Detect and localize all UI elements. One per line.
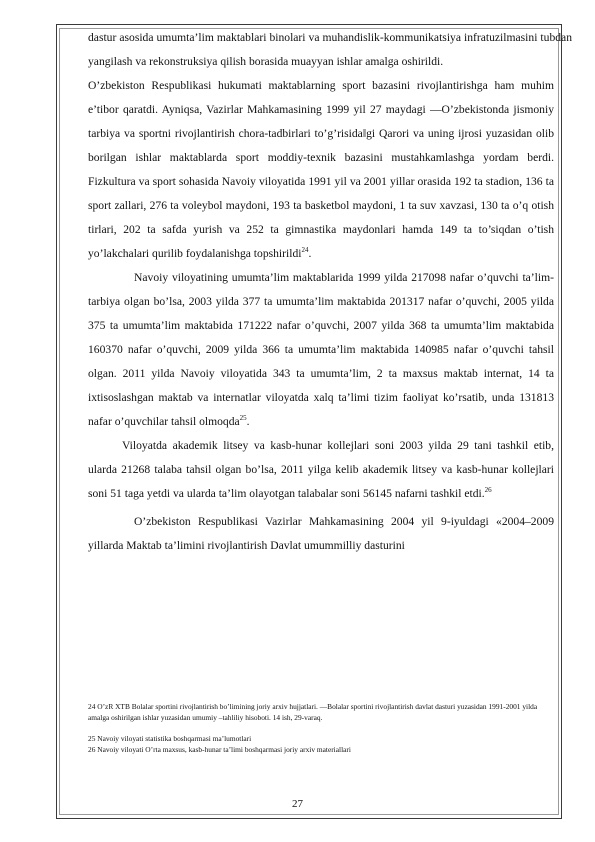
footnote-24: 24 O’zR XTB Bolalar sportini rivojlantirish bo’limining joriy arxiv hujjatlari. ―Bolalar sportini rivojlantirish davlat dasturi yuzasidan 1991-2001 yilda amalga oshirilgan ishlar yuzasidan umumiy –tahliliy hisoboti. 14 ish, 29-varaq. (88, 702, 538, 722)
paragraph-3: Navoiy viloyatining umumta’lim maktablarida 1999 yilda 217098 nafar o’quvchi ta’lim-tarbiya olgan bo’lsa, 2003 yilda 377 ta umumta’lim maktabida 201317 nafar o’quvchi, 2005 yilda 375 ta umumta’lim maktabida 171222 nafar o’quvchi, 2007 yilda 368 ta umumta’lim maktabida 160370 nafar o’quvchi, 2009 yilda 366 ta umumta’lim maktabida 140985 nafar o’quvchi tahsil olgan. 2011 yilda Navoiy viloyatida 343 ta umumta’lim, 2 ta maxsus maktab internat, 14 ta ixtisoslashgan maktab va internatlar viloyatda xalq ta’limi tizim faoliyat ko’rsatib, unda 131813 nafar o’quvchilar tahsil olmoqda$^{25}$. (88, 271, 554, 428)
footnote-ref-26: 26 (484, 486, 492, 495)
footnote-26: 26 Navoiy viloyati O’rta maxsus, kasb-hunar ta’limi boshqarmasi joriy arxiv materiallari (88, 744, 351, 754)
footnote-25: 25 Navoiy viloyati statistika boshqarmasi ma’lumotlari (88, 734, 252, 743)
paragraph-4 (88, 434, 554, 506)
page-number: 27 (292, 798, 303, 810)
paragraph-4-text: Viloyatda akademik litsey va kasb-hunar kollejlari soni 2003 yilda 29 tani tashkil etib, ularda 21268 talaba tahsil olgan bo’lsa, 2011 yilga kelib akademik litsey va kasb-hunar kollejlari soni 51 taga yetdi va ularda ta’lim olayotgan talabalar soni 56145 nafarni tashkil etdi. (88, 439, 554, 500)
paragraph-5-text: O’zbekiston Respublikasi Vazirlar Mahkamasining 2004 yil 9-iyuldagi «2004–2009 yillarda Maktab ta’limini rivojlantirish Davlat umummilliy dasturini (88, 515, 554, 552)
footnote-ref-24: 24 (301, 246, 309, 255)
paragraph-1 (88, 26, 572, 74)
paragraph-2: O’zbekiston Respublikasi hukumati maktablarning sport bazasini rivojlantirishga ham muhim e’tibor qaratdi. Ayniqsa, Vazirlar Mahkamasining 1999 yil 27 maydagi ―O’zbekistonda jismoniy tarbiya va sportni rivojlantirish chora-tadbirlari to’g’risida‖gi Qarori va uning ijrosi yuzasidan olib borilgan ishlar maktablarda sport moddiy-texnik bazasini mustahkamlashga yordam berdi. Fizkultura va sport sohasida Navoiy viloyatida 1991 yil va 2001 yillar orasida 192 ta stadion, 136 ta sport zallari, 276 ta voleybol maydoni, 193 ta basketbol maydoni, 1 ta suv xavzasi, 130 ta o’q otish tirlari, 202 ta safda yurish va 252 ta gimnastika maydonlari hamda 149 ta to’siqdan o’tish yo’lakchalari qurilib foydalanishga topshirildi$^{24}$. (88, 79, 554, 260)
footnotes (88, 702, 558, 755)
body-text (88, 26, 572, 558)
paragraph-3-text: Navoiy viloyatining umumta’lim maktablarida 1999 yilda 217098 nafar o’quvchi ta’lim-tarbiya olgan bo’lsa, 2003 yilda 377 ta umumta’lim maktabida 201317 nafar o’quvchi, 2005 yilda 375 ta umumta’lim maktabida 171222 nafar o’quvchi, 2007 yilda 368 ta umumta’lim maktabida 160370 nafar o’quvchi, 2009 yilda 366 ta umumta’lim maktabida 140985 nafar o’quvchi tahsil olgan. 2011 yilda Navoiy viloyatida 343 ta umumta’lim, 2 ta maxsus maktab internat, 14 ta ixtisoslashgan maktab va internatlar viloyatda xalq ta’limi tizim faoliyat ko’rsatib, unda 131813 nafar o’quvchilar tahsil olmoqda (88, 271, 554, 428)
paragraph-5 (88, 510, 554, 558)
paragraph-2-text: O’zbekiston Respublikasi hukumati maktablarning sport bazasini rivojlantirishga ham muhim e’tibor qaratdi. Ayniqsa, Vazirlar Mahkamasining 1999 yil 27 maydagi ―O’zbekistonda jismoniy tarbiya va sportni rivojlantirish chora-tadbirlari to’g’risida‖gi Qarori va uning ijrosi yuzasidan olib borilgan ishlar maktablarda sport moddiy-texnik bazasini mustahkamlashga yordam berdi. Fizkultura va sport sohasida Navoiy viloyatida 1991 yil va 2001 yillar orasida 192 ta stadion, 136 ta sport zallari, 276 ta voleybol maydoni, 193 ta basketbol maydoni, 1 ta suv xavzasi, 130 ta o’q otish tirlari, 202 ta safda yurish va 252 ta gimnastika maydonlari hamda 149 ta to’siqdan o’tish yo’lakchalari qurilib foydalanishga topshirildi (88, 79, 554, 260)
paragraph-1-text: dastur asosida umumta’lim maktablari binolari va muhandislik-kommunikatsiya infratuzilmasini tubdan yangilash va rekonstruksiya qilish borasida muayyan ishlar amalga oshirildi. (88, 31, 572, 68)
footnote-ref-25: 25 (239, 414, 247, 423)
